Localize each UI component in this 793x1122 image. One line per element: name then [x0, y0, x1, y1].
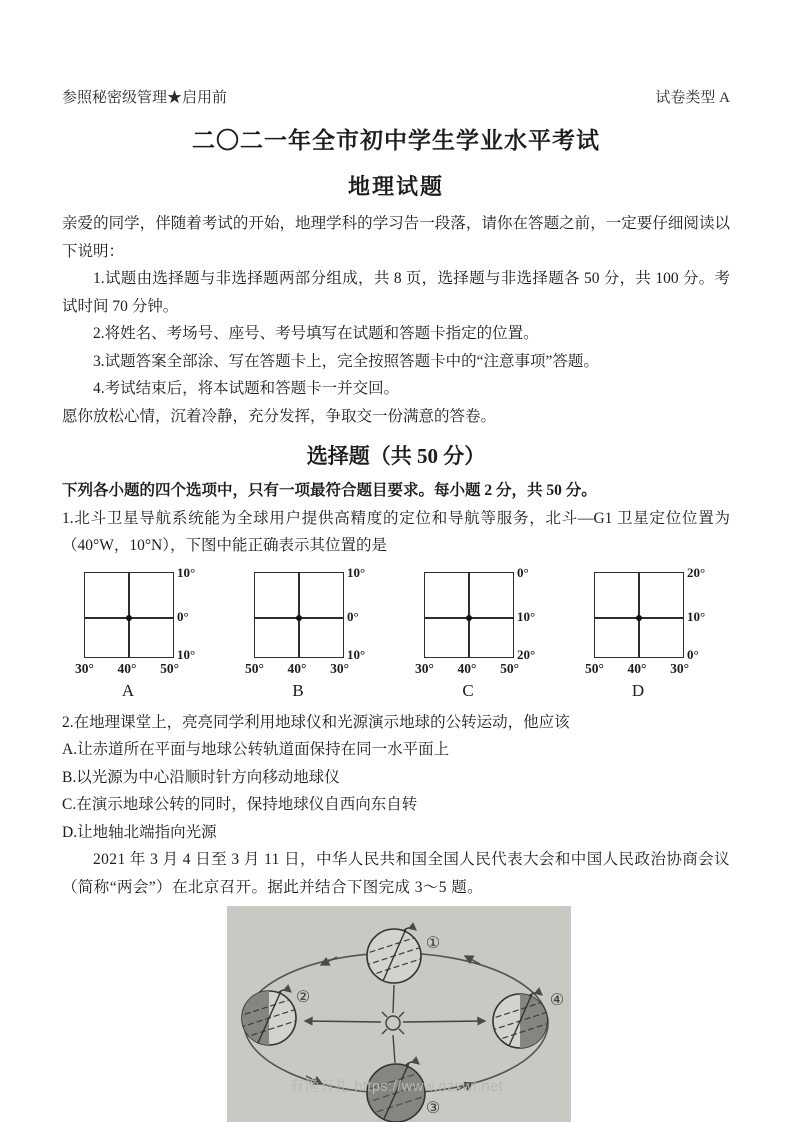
lat-label: 0° — [687, 646, 699, 662]
question2-stem: 2.在地理课堂上，亮亮同学利用地球仪和光源演示地球的公转运动，他应该 — [62, 713, 570, 731]
question2-option-b: B.以光源为中心沿顺时针方向移动地球仪 — [62, 768, 340, 786]
lon-label: 40° — [627, 660, 647, 676]
position-dot — [126, 615, 132, 621]
figure-grid-a — [75, 564, 196, 701]
grid-box — [84, 564, 196, 662]
page-title: 二〇二一年全市初中学生学业水平考试 — [192, 128, 600, 153]
option-letter: D — [631, 680, 645, 700]
exam-note-1: 1.试题由选择题与非选择题两部分组成，共 8 页，选择题与非选择题各 50 分，共 100 分。考试时间 70 分钟。 — [62, 270, 730, 315]
lat-label: 20° — [687, 564, 706, 580]
lat-label: 0° — [347, 608, 359, 624]
lat-label: 10° — [177, 564, 196, 580]
lon-label: 50° — [245, 660, 264, 676]
lat-label: 0° — [517, 564, 529, 580]
section-title: 选择题（共 50 分） — [306, 444, 486, 468]
question3-5-intro: 2021 年 3 月 4 日至 3 月 11 日，中华人民共和国全国人民代表大会和中国人民政治协商会议（简称“两会”）在北京召开。据此并结合下图完成 3～5 题。 — [62, 851, 730, 896]
page-subtitle: 地理试题 — [347, 174, 444, 199]
figure-grid-d — [585, 564, 706, 701]
intro-greeting: 亲爱的同学，伴随着考试的开始，地理学科的学习告一段落，请你在答题之前，一定要仔细阅读以下说明： — [62, 215, 730, 260]
lat-label: 20° — [517, 646, 536, 662]
grid-box — [594, 564, 706, 662]
lat-label: 10° — [347, 564, 366, 580]
intro-wish: 愿你放松心情，沉着冷静，充分发挥，争取交一份满意的答卷。 — [62, 407, 497, 425]
lon-label: 40° — [457, 660, 477, 676]
question2-option-c: C.在演示地球公转的同时，保持地球仪自西向东自转 — [62, 796, 418, 813]
figure-grid-c — [415, 564, 536, 701]
figure-grid-b — [245, 564, 366, 701]
lon-label: 30° — [415, 660, 434, 676]
option-letter: C — [462, 680, 474, 700]
paper-type-label: 试卷类型 A — [655, 90, 730, 106]
lon-label: 40° — [117, 660, 137, 676]
sun-icon — [386, 1016, 400, 1030]
lon-labels — [75, 661, 179, 677]
option-letter: A — [121, 680, 135, 700]
grid-box — [424, 564, 536, 662]
question1-stem: 1.北斗卫星导航系统能为全球用户提供高精度的定位和导航等服务，北斗—G1 卫星定位位置为（40°W，10°N），下图中能正确表示其位置的是 — [62, 509, 730, 554]
lon-labels — [415, 661, 519, 677]
lon-label: 50° — [585, 660, 604, 676]
exam-instructions — [62, 210, 730, 430]
lon-label: 30° — [330, 660, 349, 676]
lat-label: 10° — [687, 608, 706, 624]
question2-option-d: D.让地轴北端指向光源 — [62, 823, 217, 841]
orbit-label-2: ② — [295, 989, 311, 1006]
lon-label: 50° — [160, 660, 179, 676]
lon-labels — [585, 661, 689, 677]
section-requirement: 下列各小题的四个选项中，只有一项最符合题目要求。每小题 2 分，共 50 分。 — [62, 482, 597, 499]
position-dot — [466, 615, 472, 621]
orbit-label-4: ④ — [549, 992, 565, 1009]
lat-label: 0° — [177, 608, 189, 624]
page-header — [62, 86, 730, 107]
lon-label: 40° — [287, 660, 307, 676]
position-dot — [636, 615, 642, 621]
lat-label: 10° — [517, 608, 536, 624]
question2-option-a: A.让赤道所在平面与地球公转轨道面保持在同一水平面上 — [62, 741, 450, 758]
option-letter: B — [292, 680, 304, 700]
page-footer — [0, 1075, 793, 1096]
orbit-label-1: ① — [425, 935, 441, 952]
lon-label: 30° — [670, 660, 689, 676]
lon-label: 50° — [500, 660, 519, 676]
question1-figures — [75, 564, 730, 701]
orbit-label-3: ③ — [425, 1100, 441, 1117]
position-dot — [296, 615, 302, 621]
lat-label: 10° — [177, 646, 196, 662]
grid-box — [254, 564, 366, 662]
section-body — [62, 477, 730, 560]
exam-note-3: 3.试题答案全部涂、写在答题卡上，完全按照答题卡中的“注意事项”答题。 — [93, 352, 599, 370]
footer-link[interactable]: 有渔有礼 https://www.nzxwl.net — [289, 1079, 504, 1095]
lat-label: 10° — [347, 646, 366, 662]
exam-note-2: 2.将姓名、考场号、座号、考号填写在试题和答题卡指定的位置。 — [93, 325, 539, 342]
question2-block — [62, 709, 730, 902]
lon-labels — [245, 661, 349, 677]
security-notice: 参照秘密级管理★启用前 — [62, 90, 228, 106]
lon-label: 30° — [75, 660, 94, 676]
exam-note-4: 4.考试结束后，将本试题和答题卡一并交回。 — [93, 380, 400, 397]
